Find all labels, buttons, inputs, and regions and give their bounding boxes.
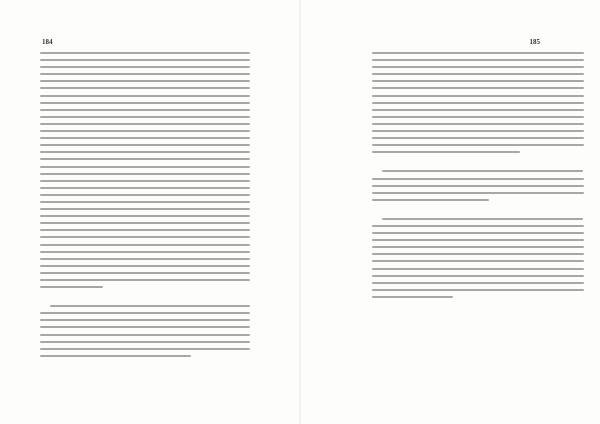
text-line — [372, 289, 584, 291]
text-line — [40, 166, 250, 168]
text-line — [372, 246, 584, 248]
text-line — [372, 73, 584, 75]
text-line — [372, 144, 584, 146]
text-line — [372, 185, 584, 187]
text-line — [40, 265, 250, 267]
text-line — [40, 102, 250, 104]
text-line — [40, 80, 250, 82]
text-line — [40, 208, 250, 210]
text-line — [40, 326, 250, 328]
text-line — [40, 286, 103, 288]
text-line — [372, 95, 584, 97]
text-line — [372, 151, 520, 153]
text-line — [40, 116, 250, 118]
text-line — [372, 116, 584, 118]
text-line — [40, 130, 250, 132]
right-page — [300, 0, 600, 424]
text-line — [40, 180, 250, 182]
text-line — [40, 194, 250, 196]
text-line — [40, 59, 250, 61]
text-line — [40, 312, 250, 314]
text-line — [40, 66, 250, 68]
page-number-right: 185 — [529, 38, 540, 46]
text-line — [40, 187, 250, 189]
text-line — [40, 355, 191, 357]
text-line — [40, 334, 250, 336]
text-paragraph — [372, 218, 584, 298]
text-line — [40, 144, 250, 146]
text-line — [372, 59, 584, 61]
text-line — [40, 95, 250, 97]
text-line — [40, 229, 250, 231]
text-line — [40, 258, 250, 260]
text-line — [372, 130, 584, 132]
text-line — [40, 73, 250, 75]
text-line — [372, 275, 584, 277]
text-line — [382, 170, 583, 172]
text-line — [40, 123, 250, 125]
text-line — [40, 236, 250, 238]
text-line — [382, 218, 583, 220]
text-line — [372, 253, 584, 255]
text-line — [372, 199, 489, 201]
text-line — [40, 244, 250, 246]
text-paragraph — [40, 52, 250, 288]
text-line — [40, 151, 250, 153]
text-line — [50, 305, 250, 307]
text-line — [40, 279, 250, 281]
text-line — [372, 137, 584, 139]
text-line — [40, 272, 250, 274]
text-line — [372, 66, 584, 68]
text-line — [372, 52, 584, 54]
text-line — [372, 87, 584, 89]
text-line — [40, 201, 250, 203]
paragraph-gap — [40, 293, 250, 305]
paragraph-gap — [372, 158, 584, 170]
text-line — [372, 296, 453, 298]
text-line — [40, 52, 250, 54]
text-line — [372, 232, 584, 234]
text-line — [40, 87, 250, 89]
text-line — [40, 173, 250, 175]
text-line — [372, 192, 584, 194]
text-line — [372, 268, 584, 270]
text-line — [40, 222, 250, 224]
text-line — [372, 225, 584, 227]
text-line — [372, 80, 584, 82]
text-line — [40, 348, 250, 350]
text-line — [40, 319, 250, 321]
text-line — [372, 239, 584, 241]
text-line — [372, 109, 584, 111]
left-page-text — [40, 52, 250, 362]
text-line — [40, 215, 250, 217]
paragraph-gap — [372, 206, 584, 218]
text-line — [372, 260, 584, 262]
text-line — [40, 251, 250, 253]
text-line — [372, 178, 584, 180]
text-line — [40, 137, 250, 139]
text-line — [372, 102, 584, 104]
text-line — [40, 109, 250, 111]
text-line — [40, 341, 250, 343]
text-paragraph — [40, 305, 250, 357]
text-line — [40, 158, 250, 160]
text-line — [372, 123, 584, 125]
text-paragraph — [372, 170, 584, 200]
right-page-text — [372, 52, 584, 303]
text-line — [372, 282, 584, 284]
text-paragraph — [372, 52, 584, 153]
page-number-left: 184 — [42, 38, 53, 46]
